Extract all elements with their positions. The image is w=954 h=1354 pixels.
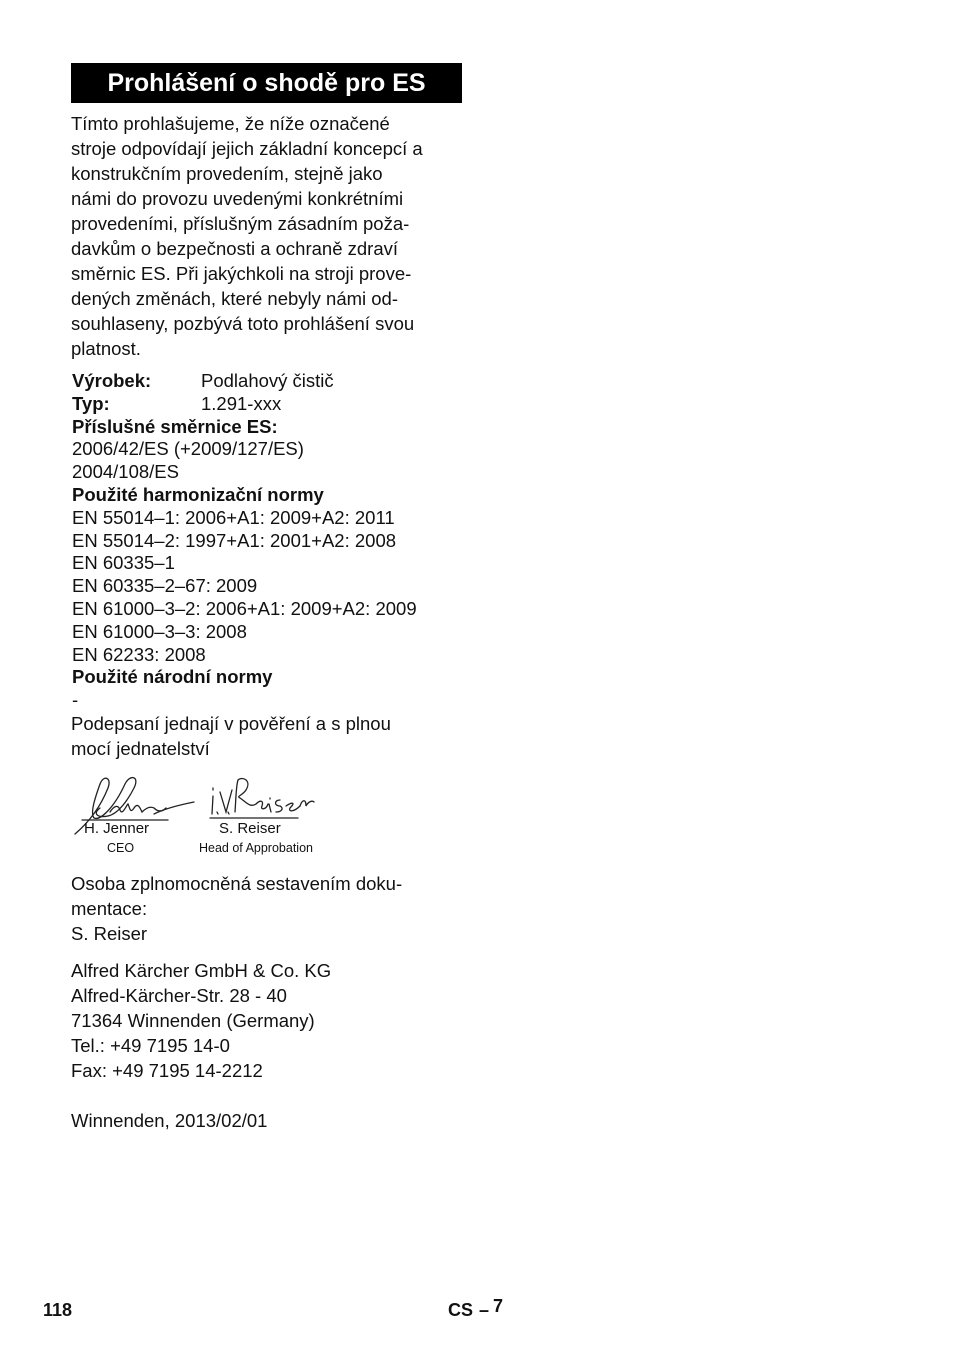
national-label: Použité národní normy xyxy=(72,666,273,688)
address-line: 71364 Winnenden (Germany) xyxy=(71,1010,315,1031)
signatory-line: mocí jednatelství xyxy=(71,738,210,759)
intro-line: stroje odpovídají jejich základní koncepcí a xyxy=(71,138,423,159)
harmonized-item: EN 61000–3–2: 2006+A1: 2009+A2: 2009 xyxy=(72,597,417,619)
signatory-statement xyxy=(71,711,463,761)
section-page-number: 7 xyxy=(493,1296,504,1316)
harmonized-item: EN 62233: 2008 xyxy=(72,643,206,665)
product-row xyxy=(72,370,472,393)
address-line: Fax: +49 7195 14-2212 xyxy=(71,1060,263,1081)
intro-line: platnost. xyxy=(71,338,141,359)
address-line: Tel.: +49 7195 14-0 xyxy=(71,1035,230,1056)
documentation-line: S. Reiser xyxy=(71,923,148,944)
signature-reiser xyxy=(210,778,314,818)
documentation-responsible xyxy=(71,871,463,946)
directive-item: 2004/108/ES xyxy=(72,461,179,483)
national-value: - xyxy=(72,689,79,711)
directive-item: 2006/42/ES (+2009/127/ES) xyxy=(72,438,304,460)
language-section-marker xyxy=(448,1296,504,1321)
product-specifications xyxy=(72,370,472,712)
harmonized-item: EN 55014–1: 2006+A1: 2009+A2: 2011 xyxy=(72,506,395,528)
product-label: Výrobek: xyxy=(72,370,152,391)
intro-line: námi do provozu uvedenými konkrétními xyxy=(71,188,404,209)
documentation-line: mentace: xyxy=(71,898,148,919)
documentation-line: Osoba zplnomocněná sestavením doku- xyxy=(71,873,403,894)
intro-line: dených změnách, které nebyly námi od- xyxy=(71,288,399,309)
type-value: 1.291-xxx xyxy=(201,392,282,414)
harmonized-label: Použité harmonizační normy xyxy=(72,483,324,505)
signatory-name: S. Reiser xyxy=(219,820,281,837)
intro-line: provedeními, příslušným zásadním poža- xyxy=(71,213,410,234)
signatory-name: H. Jenner xyxy=(84,820,150,837)
harmonized-item: EN 55014–2: 1997+A1: 2001+A2: 2008 xyxy=(72,529,397,551)
address-line: Alfred-Kärcher-Str. 28 - 40 xyxy=(71,985,287,1006)
intro-line: konstrukčním provedením, stejně jako xyxy=(71,163,383,184)
page-title: Prohlášení o shodě pro ES xyxy=(71,63,462,103)
intro-line: davkům o bezpečnosti a ochraně zdraví xyxy=(71,238,399,259)
page-number: 118 xyxy=(43,1300,73,1320)
intro-line: směrnic ES. Při jakýchkoli na stroji prove- xyxy=(71,263,412,284)
intro-paragraph xyxy=(71,111,463,361)
harmonized-item: EN 61000–3–3: 2008 xyxy=(72,620,247,642)
harmonized-item: EN 60335–2–67: 2009 xyxy=(72,575,258,597)
signatory-title: CEO xyxy=(107,841,135,855)
type-row xyxy=(72,393,472,416)
intro-line: souhlaseny, pozbývá toto prohlášení svou xyxy=(71,313,415,334)
product-value: Podlahový čistič xyxy=(201,370,334,391)
signatory-title: Head of Approbation xyxy=(199,841,313,855)
address-line: Alfred Kärcher GmbH & Co. KG xyxy=(71,960,332,981)
type-label: Typ: xyxy=(72,392,110,414)
signature-block xyxy=(70,768,340,863)
company-address xyxy=(71,958,463,1083)
place-date: Winnenden, 2013/02/01 xyxy=(71,1110,268,1131)
intro-line: Tímto prohlašujeme, že níže označené xyxy=(71,113,390,134)
language-code: CS xyxy=(448,1300,474,1320)
signatory-line: Podepsaní jednají v pověření a s plnou xyxy=(71,713,391,734)
directives-label: Příslušné směrnice ES: xyxy=(72,415,278,437)
section-dash: – xyxy=(479,1300,490,1320)
harmonized-item: EN 60335–1 xyxy=(72,552,175,574)
